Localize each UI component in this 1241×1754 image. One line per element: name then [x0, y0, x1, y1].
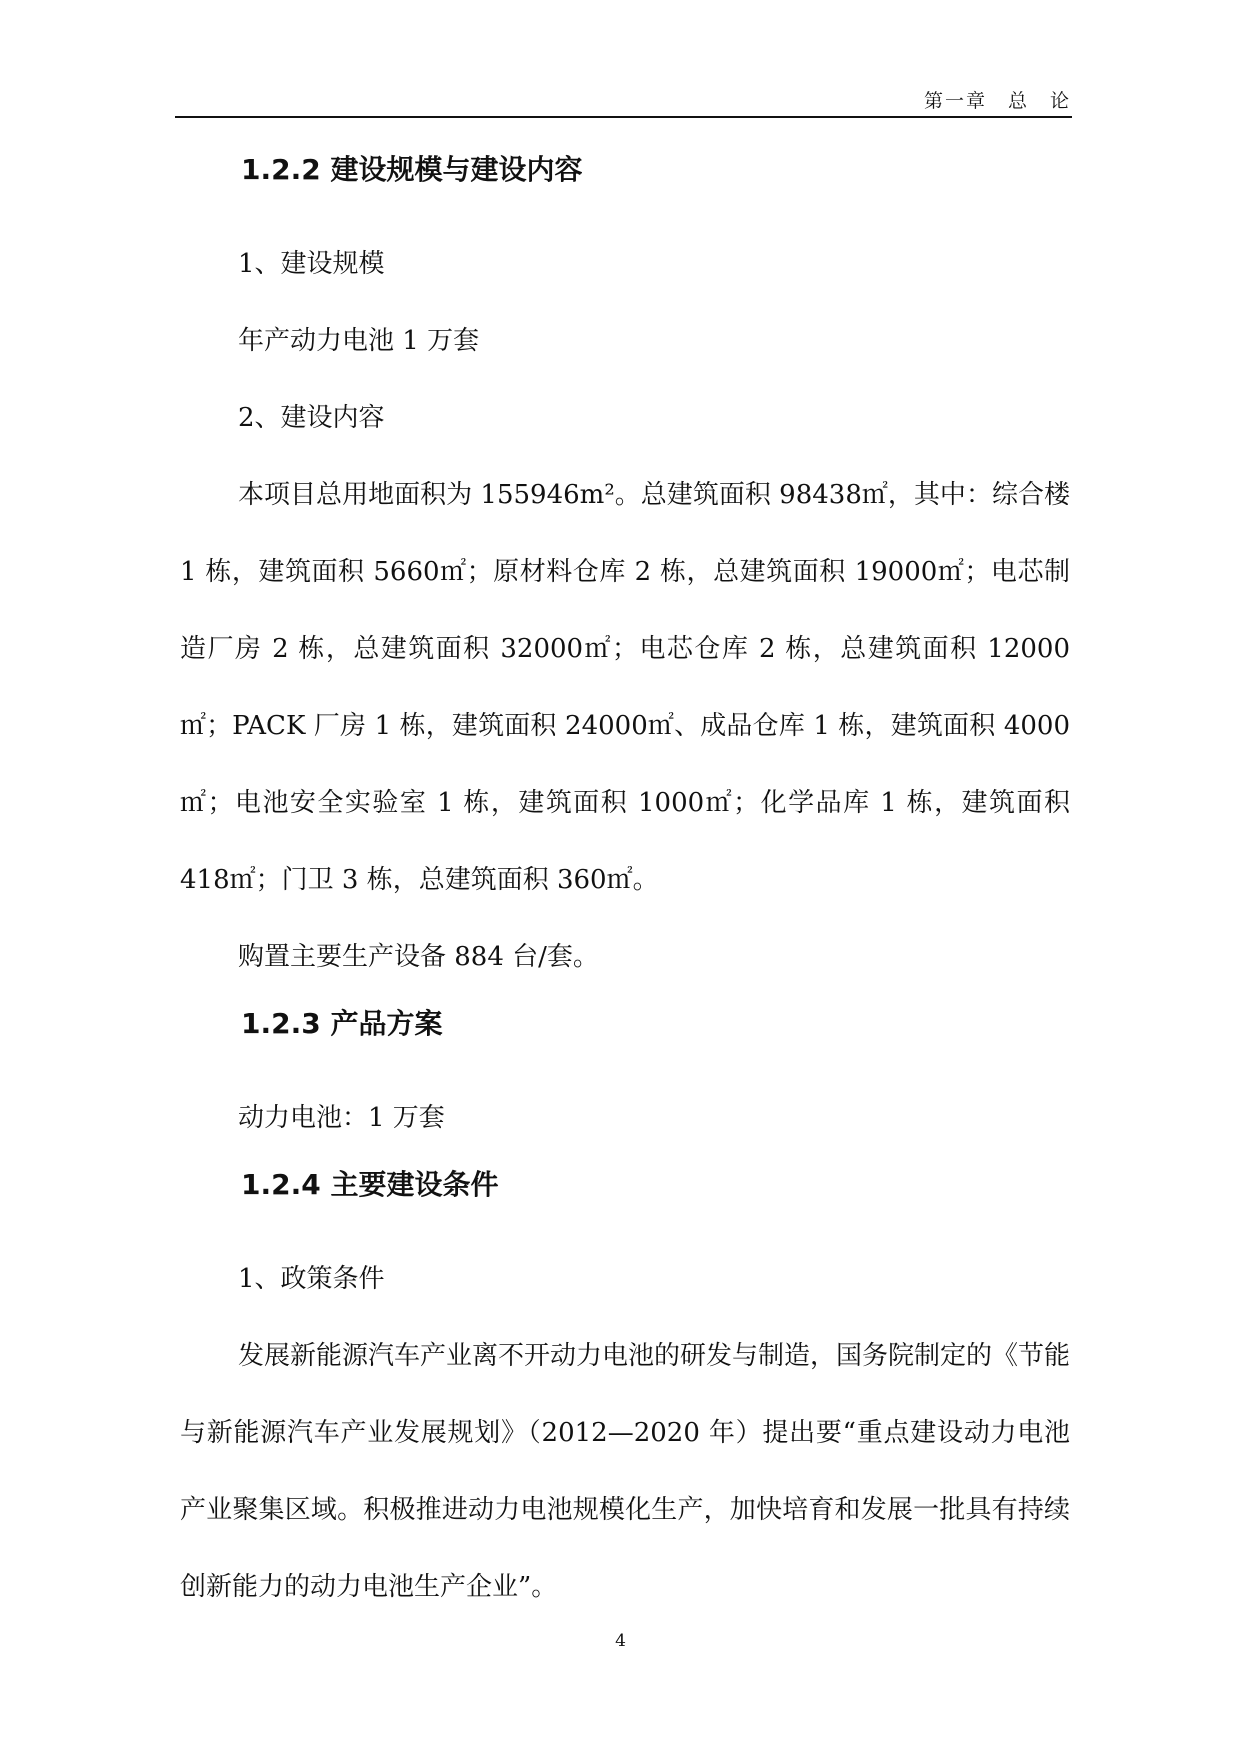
section-heading-1-2-2: 1.2.2 建设规模与建设内容 [241, 153, 583, 186]
construction-content-label: 2、建设内容 [238, 403, 385, 433]
policy-conditions-label: 1、政策条件 [238, 1264, 385, 1294]
header-rule [175, 116, 1072, 118]
construction-scale-text: 年产动力电池 1 万套 [238, 326, 480, 356]
policy-conditions-paragraph: 发展新能源汽车产业离不开动力电池的研发与制造，国务院制定的《节能与新能源汽车产业发展规划》（2012—2020 年）提出要“重点建设动力电池产业聚集区域。积极推进动力电池规模化生产，加快培育和发展一批具有持续创新能力的动力电池生产企业”。 [180, 1341, 1071, 1602]
section-heading-1-2-3: 1.2.3 产品方案 [241, 1007, 443, 1040]
equipment-text: 购置主要生产设备 884 台/套。 [238, 942, 599, 972]
construction-content-paragraph: 本项目总用地面积为 155946m²。总建筑面积 98438㎡，其中：综合楼 1 栋，建筑面积 5660㎡；原材料仓库 2 栋，总建筑面积 19000㎡；电芯制造厂房 2 栋，总建筑面积 32000㎡；电芯仓库 2 栋，总建筑面积 12000㎡；PACK 厂房 1 栋，建筑面积 24000㎡、成品仓库 1 栋，建筑面积 4000㎡；电池安全实验室 1 栋，建筑面积 1000㎡；化学品库 1 栋，建筑面积 418㎡；门卫 3 栋，总建筑面积 360㎡。 [180, 480, 1070, 895]
product-plan-text: 动力电池：1 万套 [238, 1103, 445, 1133]
construction-scale-label: 1、建设规模 [238, 249, 385, 279]
document-body [180, 142, 1070, 1626]
running-header: 第一章 总 论 [923, 90, 1071, 112]
section-heading-1-2-4: 1.2.4 主要建设条件 [241, 1168, 499, 1201]
page-number: 4 [615, 1631, 626, 1651]
